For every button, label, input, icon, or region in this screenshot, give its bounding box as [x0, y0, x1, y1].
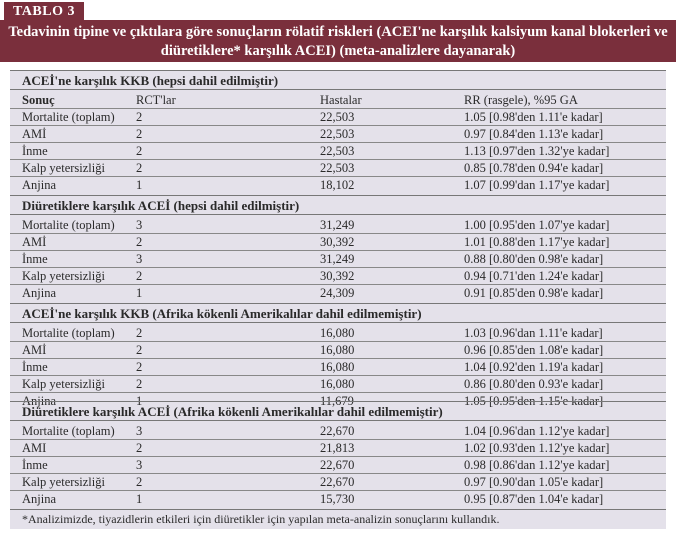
table-row	[10, 268, 666, 285]
table-row	[10, 177, 666, 193]
cell-rct: 2	[136, 475, 143, 489]
cell-outcome: Anjina	[22, 394, 57, 408]
cell-patients: 11,679	[320, 394, 354, 408]
cell-patients: 30,392	[320, 235, 355, 249]
table-title-line-1: Tedavinin tipine ve çıktılara göre sonuçların rölatif riskleri (ACEI'ne karşılık kalsiyum kanal blokerleri ve	[8, 24, 668, 40]
table-row	[10, 160, 666, 177]
cell-patients: 22,670	[320, 475, 355, 489]
table-row	[10, 109, 666, 126]
cell-rct: 2	[136, 441, 143, 455]
table-row	[10, 325, 666, 342]
table-title	[0, 20, 676, 62]
cell-patients: 24,309	[320, 286, 355, 300]
table-row	[10, 359, 666, 376]
cell-patients: 16,080	[320, 360, 355, 374]
cell-patients: 22,670	[320, 458, 355, 472]
cell-rr: 1.02 [0.93'den 1.12'ye kadar]	[464, 441, 610, 455]
cell-patients: 31,249	[320, 252, 355, 266]
table-row	[10, 251, 666, 268]
cell-rct: 2	[136, 377, 143, 391]
cell-rr: 0.85 [0.78'den 0.94'e kadar]	[464, 161, 604, 175]
cell-rct: 3	[136, 458, 143, 472]
cell-rct: 3	[136, 218, 143, 232]
footnote: *Analizimizde, tiyazidlerin etkileri için diüretikler için yapılan meta-analizin sonuçlarını kullandık.	[10, 509, 666, 529]
cell-outcome: AMI	[22, 441, 47, 455]
cell-rct: 1	[136, 492, 143, 506]
cell-rct: 3	[136, 424, 143, 438]
cell-outcome: Kalp yetersizliği	[22, 161, 105, 175]
cell-outcome: Kalp yetersizliği	[22, 475, 105, 489]
column-header-patients: Hastalar	[320, 93, 362, 107]
table-row	[10, 234, 666, 251]
table-row	[10, 457, 666, 474]
table-panel	[10, 70, 666, 529]
cell-patients: 16,080	[320, 326, 355, 340]
cell-rr: 0.97 [0.90'dan 1.05'e kadar]	[464, 475, 604, 489]
table-row	[10, 376, 666, 393]
cell-patients: 31,249	[320, 218, 355, 232]
cell-outcome: AMİ	[22, 343, 47, 357]
cell-patients: 22,503	[320, 144, 355, 158]
cell-patients: 15,730	[320, 492, 355, 506]
column-header-rr: RR (rasgele), %95 GA	[464, 93, 578, 107]
cell-rr: 1.00 [0.95'den 1.07'ye kadar]	[464, 218, 610, 232]
table-label: TABLO 3	[4, 2, 84, 23]
cell-outcome: Kalp yetersizliği	[22, 377, 105, 391]
cell-rr: 1.04 [0.92'den 1.19'a kadar]	[464, 360, 604, 374]
table-row	[10, 474, 666, 491]
cell-rr: 1.01 [0.88'den 1.17'ye kadar]	[464, 235, 610, 249]
cell-patients: 22,670	[320, 424, 355, 438]
cell-outcome: İnme	[22, 458, 48, 472]
cell-outcome: İnme	[22, 144, 48, 158]
table-row	[10, 423, 666, 440]
cell-patients: 22,503	[320, 161, 355, 175]
cell-outcome: Anjina	[22, 492, 57, 506]
table-row	[10, 491, 666, 507]
section-title: ACEİ'ne karşılık KKB (hepsi dahil edilmiştir)	[10, 70, 666, 90]
cell-rct: 2	[136, 360, 143, 374]
cell-rr: 0.98 [0.86'dan 1.12'ye kadar]	[464, 458, 610, 472]
cell-rr: 0.86 [0.80'den 0.93'e kadar]	[464, 377, 604, 391]
cell-patients: 21,813	[320, 441, 355, 455]
table-row	[10, 285, 666, 301]
cell-rr: 0.91 [0.85'den 0.98'e kadar]	[464, 286, 604, 300]
cell-rct: 1	[136, 178, 143, 192]
cell-rr: 0.97 [0.84'den 1.13'e kadar]	[464, 127, 604, 141]
cell-rct: 1	[136, 286, 143, 300]
section-title: Diüretiklere karşılık ACEİ (Afrika kökenli Amerikalılar dahil edilmemiştir)	[10, 401, 666, 421]
cell-rct: 2	[136, 235, 143, 249]
cell-outcome: Mortalite (toplam)	[22, 424, 115, 438]
column-header-rct: RCT'lar	[136, 93, 176, 107]
cell-rr: 1.05 [0.95'den 1.15'e kadar]	[464, 394, 604, 408]
cell-rr: 0.88 [0.80'den 0.98'e kadar]	[464, 252, 604, 266]
cell-outcome: İnme	[22, 360, 48, 374]
cell-patients: 18,102	[320, 178, 355, 192]
cell-patients: 22,503	[320, 110, 355, 124]
cell-outcome: Mortalite (toplam)	[22, 218, 115, 232]
column-header-outcome: Sonuç	[22, 93, 55, 107]
cell-outcome: AMİ	[22, 127, 47, 141]
cell-rct: 2	[136, 269, 143, 283]
column-header-row	[10, 92, 666, 109]
cell-rr: 0.96 [0.85'den 1.08'e kadar]	[464, 343, 604, 357]
cell-outcome: Anjina	[22, 178, 57, 192]
cell-patients: 16,080	[320, 377, 355, 391]
cell-rct: 1	[136, 394, 143, 408]
cell-rct: 3	[136, 252, 143, 266]
cell-patients: 16,080	[320, 343, 355, 357]
cell-outcome: AMİ	[22, 235, 47, 249]
cell-patients: 22,503	[320, 127, 355, 141]
section-title: Diüretiklere karşılık ACEİ (hepsi dahil edilmiştir)	[10, 195, 666, 215]
cell-outcome: İnme	[22, 252, 48, 266]
cell-rr: 1.13 [0.97'den 1.32'ye kadar]	[464, 144, 610, 158]
cell-rct: 2	[136, 343, 143, 357]
cell-rr: 1.05 [0.98'den 1.11'e kadar]	[464, 110, 603, 124]
cell-rr: 0.95 [0.87'den 1.04'e kadar]	[464, 492, 604, 506]
cell-patients: 30,392	[320, 269, 355, 283]
section-title: ACEİ'ne karşılık KKB (Afrika kökenli Amerikalılar dahil edilmemiştir)	[10, 303, 666, 323]
cell-rct: 2	[136, 144, 143, 158]
cell-outcome: Kalp yetersizliği	[22, 269, 105, 283]
cell-rr: 1.07 [0.99'dan 1.17'ye kadar]	[464, 178, 610, 192]
table-title-line-2: diüretiklere* karşılık ACEI) (meta-analizlere dayanarak)	[160, 43, 516, 59]
cell-outcome: Mortalite (toplam)	[22, 326, 115, 340]
table-row	[10, 126, 666, 143]
cell-outcome: Anjina	[22, 286, 57, 300]
cell-rct: 2	[136, 127, 143, 141]
cell-rct: 2	[136, 161, 143, 175]
cell-rct: 2	[136, 110, 143, 124]
table-row	[10, 342, 666, 359]
table-row	[10, 440, 666, 457]
cell-rr: 1.04 [0.96'dan 1.12'ye kadar]	[464, 424, 610, 438]
cell-rr: 1.03 [0.96'dan 1.11'e kadar]	[464, 326, 603, 340]
cell-outcome: Mortalite (toplam)	[22, 110, 115, 124]
cell-rct: 2	[136, 326, 143, 340]
table-row	[10, 217, 666, 234]
table-row	[10, 143, 666, 160]
cell-rr: 0.94 [0.71'den 1.24'e kadar]	[464, 269, 604, 283]
